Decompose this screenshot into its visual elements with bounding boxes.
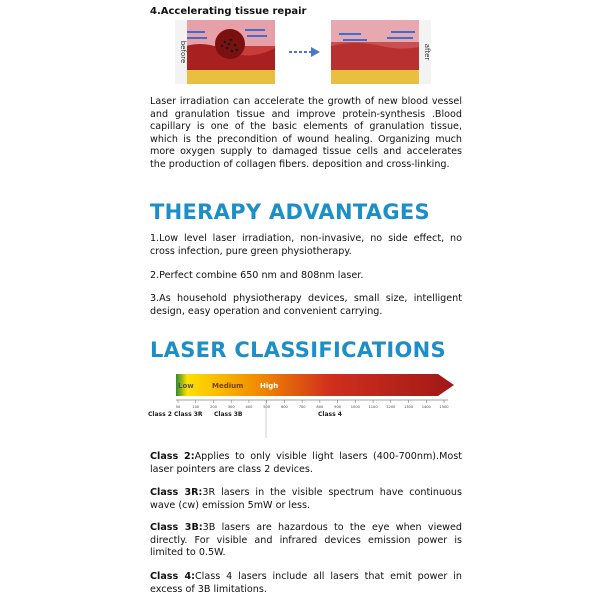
class-4-marker: Class 4 — [318, 411, 342, 418]
laser-classifications-heading: LASER CLASSIFICATIONS — [150, 338, 446, 362]
spectrum-tick-label: 800 — [316, 405, 324, 409]
before-tissue-illustration — [175, 20, 275, 84]
level-medium: Medium — [212, 382, 244, 390]
class-3r-description: Class 3R:3R lasers in the visible spectrum have continuous wave (cw) emission 5mW or less. — [150, 487, 463, 511]
spectrum-tick-label: 300 — [227, 405, 235, 409]
spectrum-tick-label: 50 — [175, 405, 181, 409]
after-tissue-illustration — [331, 20, 431, 84]
spectrum-tick-label: 600 — [280, 405, 288, 409]
level-low: Low — [178, 382, 194, 390]
section-title: 4.Accelerating tissue repair — [150, 6, 307, 17]
spectrum-tick-label: 1400 — [421, 405, 431, 409]
class-4-description: Class 4:Class 4 lasers include all lasers that emit power in excess of 3B limitations. — [150, 571, 463, 595]
after-label: after — [423, 43, 431, 61]
class-2-marker: Class 2 — [148, 411, 172, 418]
spectrum-tick-label: 200 — [210, 405, 217, 409]
spectrum-tick-label: 500 — [263, 405, 271, 409]
class-2-description: Class 2:Applies to only visible light lasers (400-700nm).Most laser pointers are class 2 devices. — [150, 451, 463, 475]
advantage-item-3: 3.As household physiotherapy devices, small size, intelligent design, easy operation and convenient carrying. — [150, 293, 462, 317]
spectrum-tick-label: 100 — [192, 405, 200, 409]
class-3b-marker: Class 3B — [214, 411, 243, 418]
spectrum-tick-label: 1200 — [386, 405, 396, 409]
class-3b-description: Class 3B:3B lasers are hazardous to the eye when viewed directly. For visible and infrared devices emission power is limited to 0.5W. — [150, 522, 462, 558]
therapy-advantages-heading: THERAPY ADVANTAGES — [150, 200, 430, 224]
advantage-item-1: 1.Low level laser irradiation, non-invasive, no side effect, no cross infection, pure green physiotherapy. — [150, 233, 462, 257]
spectrum-tick-label: 1100 — [368, 405, 378, 409]
spectrum-tick-label: 400 — [245, 405, 253, 409]
advantage-item-2: 2.Perfect combine 650 nm and 808nm laser. — [150, 270, 364, 281]
before-label: before — [179, 40, 187, 64]
transition-arrow-icon — [287, 44, 323, 60]
spectrum-tick-label: 900 — [334, 405, 342, 409]
class-3r-marker: Class 3R — [174, 411, 203, 418]
laser-spectrum-diagram — [148, 370, 458, 450]
tissue-repair-description: Laser irradiation can accelerate the growth of new blood vessel and granulation tissue and improve protein-synthesis .Blood capillary is one of the basic elements of granulation tissue, which is the precondition of wound healing. Organizing much more oxygen supply to damaged tissue cells and accelerates the production of collagen fibers. deposition and cross-linking. — [150, 96, 462, 170]
spectrum-tick-label: 700 — [298, 405, 306, 409]
spectrum-tick-label: 1000 — [350, 405, 360, 409]
spectrum-tick-label: 1500 — [439, 405, 449, 409]
level-high: High — [260, 382, 279, 390]
spectrum-tick-label: 1300 — [403, 405, 414, 409]
